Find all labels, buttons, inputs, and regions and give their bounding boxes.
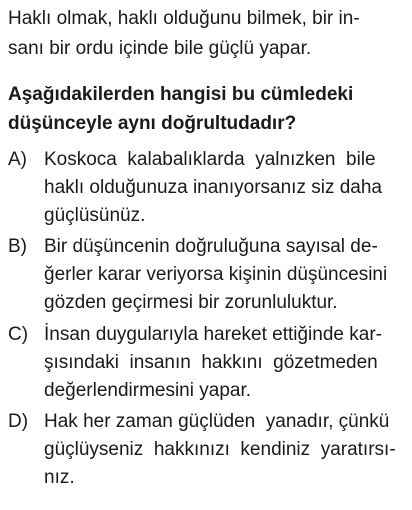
option-line: değerlendirmesini yapar. [44,380,252,401]
option-line: şısındaki insanın hakkını gözetmeden [44,352,378,373]
prompt-line: Aşağıdakilerden hangisi bu cümledeki [8,84,354,105]
option-line: haklı olduğunuza inanıyorsanız siz daha [44,177,383,198]
option-letter: D) [8,411,29,432]
option-line: İnsan duygularıyla hareket ettiğinde kar- [44,324,382,345]
option-line: gözden geçirmesi bir zorunluluktur. [44,292,338,313]
option-line: Bir düşüncenin doğruluğuna sayısal de- [44,236,378,257]
option-line: ğerler karar veriyorsa kişinin düşüncesini [44,264,388,285]
option-line: güçlüyseniz hakkınızı kendiniz yaratırsı- [44,439,396,460]
stem-line: Haklı olmak, haklı olduğunu bilmek, bir in- [8,8,360,29]
option-line: Hak her zaman güçlüden yanadır, çünkü [44,411,390,432]
stem-line: sanı bir ordu içinde bile güçlü yapar. [8,38,312,59]
option-letter: C) [8,324,29,345]
option-line: güçlüsünüz. [44,205,146,226]
option-letter: A) [8,149,27,170]
option-letter: B) [8,236,27,257]
option-line: nız. [44,467,75,488]
option-line: Koskoca kalabalıklarda yalnızken bile [44,149,376,170]
prompt-line: düşünceyle aynı doğrultudadır? [8,113,297,134]
